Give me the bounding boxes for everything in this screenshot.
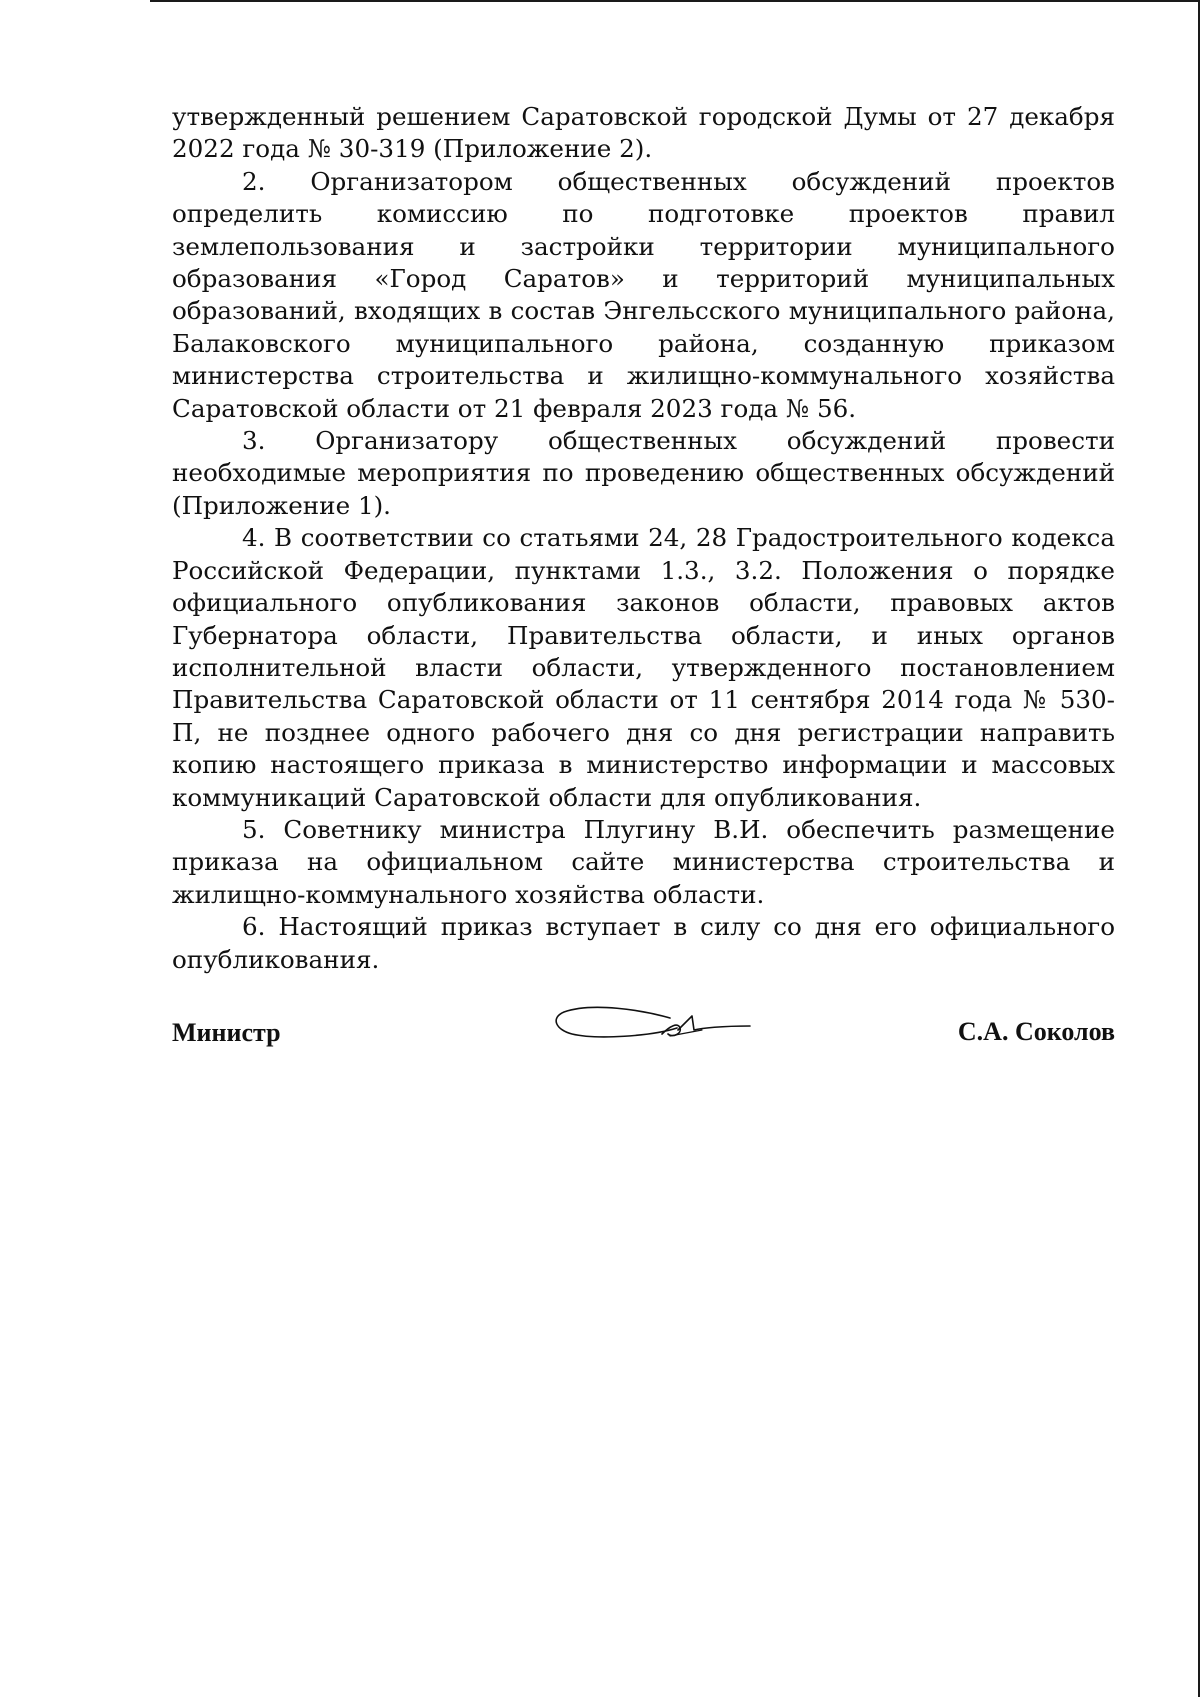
handwritten-signature-icon: [552, 1000, 752, 1050]
scan-edge-top: [150, 0, 1200, 2]
document-body: [172, 101, 1115, 976]
paragraph-6: 6. Настоящий приказ вступает в силу со дня его официального опубликования.: [172, 912, 1115, 974]
signatory-name: С.А. Соколов: [957, 1017, 1115, 1046]
signatory-title: Министр: [172, 1018, 281, 1047]
paragraph-intro: утвержденный решением Саратовской городской Думы от 27 декабря 2022 года № 30-319 (Приложение 2).: [172, 102, 1115, 164]
paragraph-4: 4. В соответствии со статьями 24, 28 Градостроительного кодекса Российской Федерации, пунктами 1.3., 3.2. Положения о порядке официального опубликования законов области, правовых актов Губернатора области, Правительства области, и иных органов исполнительной власти области, утвержденного постановлением Правительства Саратовской области от 11 сентября 2014 года № 530-П, не позднее одного рабочего дня со дня регистрации направить копию настоящего приказа в министерство информации и массовых коммуникаций Саратовской области для опубликования.: [172, 523, 1115, 812]
paragraph-5: 5. Советнику министра Плугину В.И. обеспечить размещение приказа на официальном сайте министерства строительства и жилищно-коммунального хозяйства области.: [172, 814, 1115, 909]
paragraph-2: 2. Организатором общественных обсуждений проектов определить комиссию по подготовке проектов правил землепользования и застройки территории муниципального образования «Город Саратов» и территорий муниципальных образований, входящих в состав Энгельсского муниципального района, Балаковского муниципального района, созданную приказом министерства строительства и жилищно-коммунального хозяйства Саратовской области от 21 февраля 2023 года № 56.: [172, 166, 1115, 423]
signature-block: [172, 1000, 1115, 1070]
paragraph-3: 3. Организатору общественных обсуждений провести необходимые мероприятия по проведению общественных обсуждений (Приложение 1).: [172, 426, 1115, 520]
